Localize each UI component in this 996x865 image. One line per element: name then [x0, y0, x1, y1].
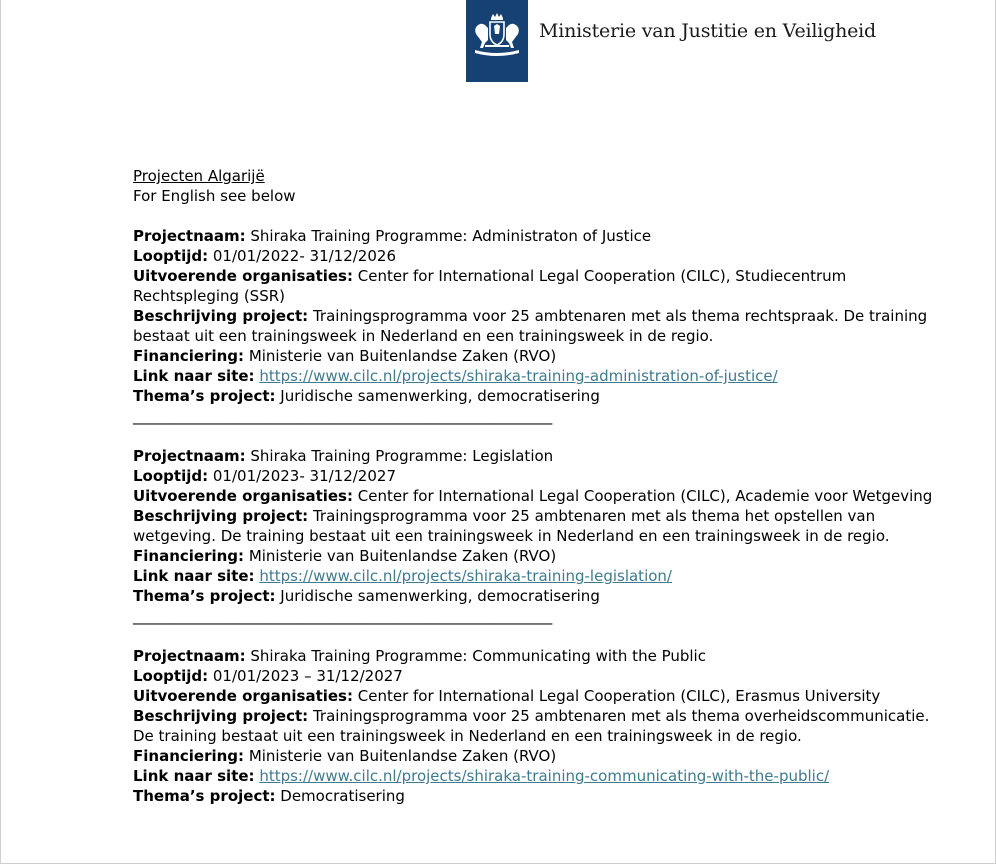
- project-entry: [133, 646, 953, 806]
- label-beschrijving: Beschrijving project:: [133, 707, 309, 725]
- project-entry: [133, 446, 953, 606]
- label-thema: Thema’s project:: [133, 787, 276, 805]
- separator-line: ___________________________________________________________: [133, 407, 552, 425]
- document-body: [133, 166, 953, 806]
- project-orgs: Center for International Legal Cooperation (CILC), Erasmus University: [357, 687, 881, 705]
- label-financiering: Financiering:: [133, 547, 245, 565]
- project-funding: Ministerie van Buitenlandse Zaken (RVO): [248, 547, 557, 565]
- project-description: Trainingsprogramma voor 25 ambtenaren met als thema het opstellen van: [312, 507, 876, 525]
- project-name: Shiraka Training Programme: Legislation: [250, 447, 554, 465]
- label-projectnaam: Projectnaam:: [133, 227, 246, 245]
- coat-of-arms-icon: [471, 12, 523, 60]
- label-organisaties: Uitvoerende organisaties:: [133, 487, 353, 505]
- label-link: Link naar site:: [133, 567, 255, 585]
- label-beschrijving: Beschrijving project:: [133, 507, 309, 525]
- label-looptijd: Looptijd:: [133, 247, 209, 265]
- project-description: Trainingsprogramma voor 25 ambtenaren met als thema overheidscommunicatie.: [312, 707, 930, 725]
- label-link: Link naar site:: [133, 767, 255, 785]
- project-period: 01/01/2023 – 31/12/2027: [212, 667, 403, 685]
- project-period: 01/01/2023- 31/12/2027: [212, 467, 396, 485]
- label-financiering: Financiering:: [133, 347, 245, 365]
- project-orgs: Center for International Legal Cooperation (CILC), Academie voor Wetgeving: [357, 487, 933, 505]
- label-projectnaam: Projectnaam:: [133, 447, 246, 465]
- project-theme: Juridische samenwerking, democratisering: [280, 587, 600, 605]
- label-organisaties: Uitvoerende organisaties:: [133, 267, 353, 285]
- project-description-cont: wetgeving. De training bestaat uit een trainingsweek in Nederland en een trainingsweek in de regio.: [133, 527, 890, 545]
- label-looptijd: Looptijd:: [133, 667, 209, 685]
- project-entry: [133, 226, 953, 406]
- label-projectnaam: Projectnaam:: [133, 647, 246, 665]
- label-thema: Thema’s project:: [133, 587, 276, 605]
- ministry-name: Ministerie van Justitie en Veiligheid: [539, 20, 877, 42]
- project-description-cont: De training bestaat uit een trainingsweek in Nederland en een trainingsweek in de regio.: [133, 727, 802, 745]
- project-funding: Ministerie van Buitenlandse Zaken (RVO): [248, 347, 557, 365]
- project-description-cont: bestaat uit een trainingsweek in Nederland en een trainingsweek in de regio.: [133, 327, 714, 345]
- label-organisaties: Uitvoerende organisaties:: [133, 687, 353, 705]
- project-name: Shiraka Training Programme: Communicating with the Public: [250, 647, 706, 665]
- label-link: Link naar site:: [133, 367, 255, 385]
- project-name: Shiraka Training Programme: Administraton of Justice: [250, 227, 652, 245]
- project-site-link[interactable]: https://www.cilc.nl/projects/shiraka-training-administration-of-justice/: [259, 367, 778, 385]
- document-title: Projecten Algarijë: [133, 167, 265, 185]
- separator-line: ___________________________________________________________: [133, 607, 552, 625]
- project-theme: Juridische samenwerking, democratisering: [280, 387, 600, 405]
- project-site-link[interactable]: https://www.cilc.nl/projects/shiraka-training-legislation/: [259, 567, 672, 585]
- project-description: Trainingsprogramma voor 25 ambtenaren met als thema rechtspraak. De training: [312, 307, 928, 325]
- government-logo: [466, 0, 528, 82]
- project-period: 01/01/2022- 31/12/2026: [212, 247, 396, 265]
- project-funding: Ministerie van Buitenlandse Zaken (RVO): [248, 747, 557, 765]
- project-orgs: Center for International Legal Cooperation (CILC), Studiecentrum: [357, 267, 847, 285]
- label-financiering: Financiering:: [133, 747, 245, 765]
- label-thema: Thema’s project:: [133, 387, 276, 405]
- project-theme: Democratisering: [280, 787, 405, 805]
- project-orgs-cont: Rechtspleging (SSR): [133, 287, 285, 305]
- english-note: For English see below: [133, 187, 296, 205]
- label-looptijd: Looptijd:: [133, 467, 209, 485]
- label-beschrijving: Beschrijving project:: [133, 307, 309, 325]
- project-site-link[interactable]: https://www.cilc.nl/projects/shiraka-training-communicating-with-the-public/: [259, 767, 830, 785]
